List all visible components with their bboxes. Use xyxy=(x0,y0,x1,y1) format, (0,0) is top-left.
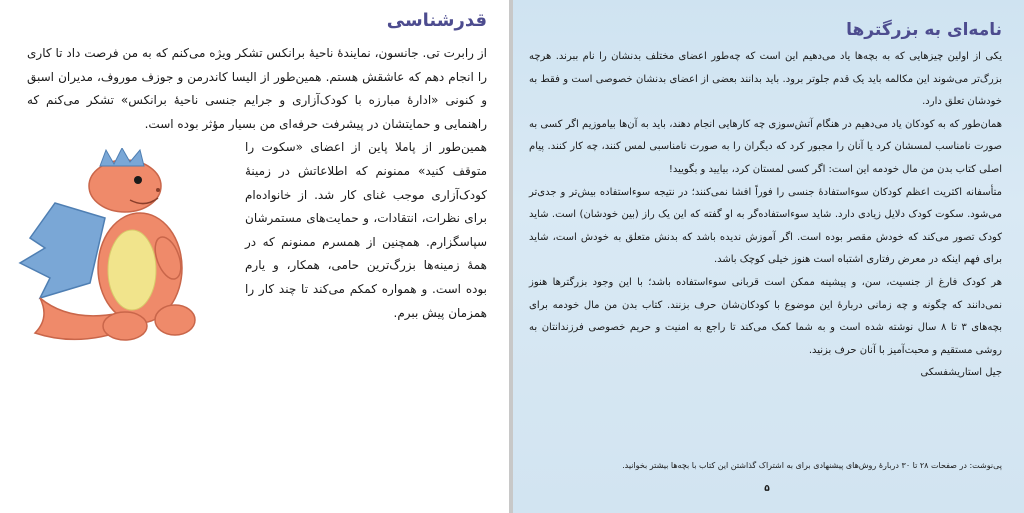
page-title-acknowledgments: قدرشناسی xyxy=(386,10,487,31)
letter-paragraph: هر کودک فارغ از جنسیت، سن، و پیشینه ممکن است قربانی سوءاستفاده باشد؛ با این وجود بزرگترها هنوز نمی‌دانند که چگونه و چه زمانی دربارهٔ این موضوع با کودکان‌شان حرف بزنند. کتاب بدن من مال خودمه برای بچه‌های ۳ تا ۸ سال نوشته شده است و به شما کمک می‌کند تا راجع به امنیت و حریم خصوصی فرزندانتان به روشی مستقیم و محبت‌آمیز با آنان حرف بزنید. xyxy=(529,276,1002,356)
page-title-letter: نامه‌ای به بزرگترها xyxy=(846,20,1002,40)
author-signature: جیل استاریشفسکی xyxy=(920,367,1002,379)
letter-paragraph: یکی از اولین چیزهایی که به بچه‌ها یاد می‌دهیم این است که چه‌طور اعضای مختلف بدنشان را نام ببرند. هرچه بزرگ‌تر می‌شوند این مکالمه باید یک قدم جلوتر برود. باید بدانند بعضی از اعضای بدنشان خصوصی است و فقط به خودشان تعلق دارد. xyxy=(529,51,1002,108)
dragon-icon xyxy=(10,148,215,348)
left-page xyxy=(0,0,509,513)
page-number: ۵ xyxy=(764,484,770,494)
letter-text xyxy=(529,46,1002,385)
acknowledgments-paragraph: همین‌طور از پاملا پاین از اعضای «سکوت را متوقف کنید» ممنونم که اطلاعاتش در زمینهٔ کودک‌آزاری موجب غنای کار شد. از خانواده‌ام برای نظرات، انتقادات، و حمایت‌های مستمرشان سپاسگزارم. همچنین از همسرم ممنونم که در همهٔ زمینه‌ها بزرگ‌ترین حامی، همکار، و یارم بوده است. و همواره کمکم می‌کند تا چند کار را همزمان پیش ببرم. xyxy=(245,140,487,320)
letter-paragraph: همان‌طور که به کودکان یاد می‌دهیم در هنگام آتش‌سوزی چه کارهایی انجام دهند، باید به آن‌ها بیاموزیم اگر کسی به صورت نامناسب لمسشان کرد یا آنان را مجبور کرد که دیگران را به صورت نامناسبی لمس کنند، چه کار کنند. پیام اصلی کتاب بدن من مال خودمه این است: اگر کسی لمستان کرد، بیایید و بگویید! xyxy=(529,118,1002,175)
acknowledgments-paragraph: از رابرت تی. جانسون، نمایندهٔ ناحیهٔ برانکس تشکر ویژه می‌کنم که به من فرصت داد تا کاری را انجام دهم که عاشقش هستم. همین‌طور از الیسا کاندرمن و جوزف موروف، مدیران اسبق و کنونی «ادارهٔ مبارزه با کودک‌آزاری و جرایم جنسی ناحیهٔ برانکس» تشکر می‌کنم که راهنمایی و حمایتشان در پیشرفت حرفه‌ای من بسیار مؤثر بوده است. xyxy=(27,46,487,131)
letter-paragraph: متأسفانه اکثریت اعظم کودکان سوءاستفادهٔ جنسی را فوراً افشا نمی‌کنند؛ در نتیجه سوءاستفاده بیش‌تر و جدی‌تر می‌شود. سکوت کودک دلایل زیادی دارد. شاید سوءاستفاده‌گر به او گفته که این یک راز (بین خودشان) است. شاید کودک تصور می‌کند که خودش مقصر بوده است. اگر آموزش ندیده باشد که بدنش متعلق به خودش است، شاید برای فهم اینکه در معرض رفتاری اشتباه است هنوز خیلی کوچک باشد. xyxy=(529,186,1002,266)
footnote: پی‌نوشت: در صفحات ۲۸ تا ۳۰ دربارهٔ روش‌های پیشنهادی برای به اشتراک گذاشتن این کتاب با بچه‌ها بیشتر بخوانید. xyxy=(622,461,1002,470)
right-page xyxy=(513,0,1024,513)
